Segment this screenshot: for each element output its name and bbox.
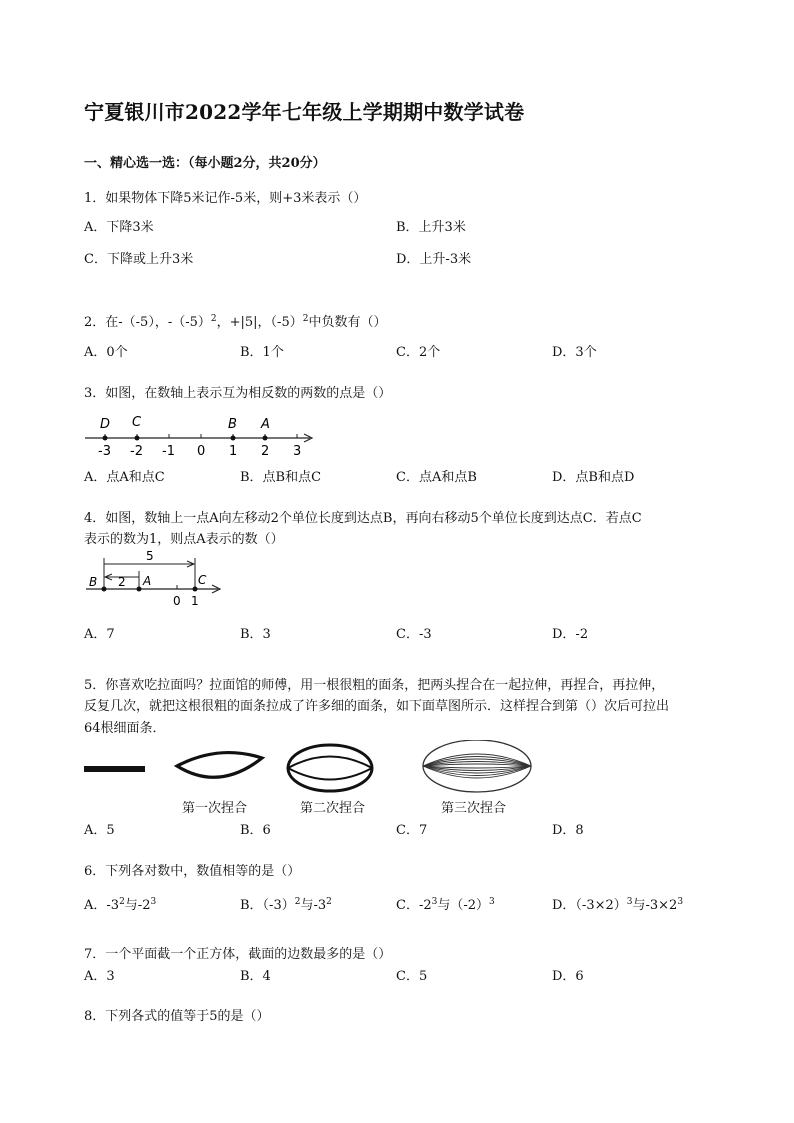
question-3-option-a: A．点A和点C [84,470,165,485]
caption-second-pinch: 第二次捏合 [300,801,366,816]
label-b: B [89,575,98,589]
question-5-option-a: A．5 [84,823,115,838]
noodle-figure [84,740,544,800]
question-7-option-a: A．3 [84,969,115,984]
question-1-option-d: D．上升-3米 [396,252,472,267]
first-pinch-shape [177,753,262,778]
question-3-option-d: D．点B和点D [552,470,635,485]
thick-noodle [84,766,145,772]
tick-label: -1 [162,444,175,459]
question-1-option-a: A．下降3米 [84,220,154,235]
question-5-stem-line1: 5．你喜欢吃拉面吗？拉面馆的师傅，用一根很粗的面条，把两头捏合在一起拉伸，再捏合，再拉伸， [84,678,665,693]
point-a [137,587,142,592]
caption-first-pinch: 第一次捏合 [182,801,248,816]
question-6-option-c: C．$-2^3$与$(-2)^3$ [396,897,495,913]
question-5-option-c: C．7 [396,823,428,838]
question-2-option-c: C．2个 [396,345,441,360]
third-pinch-shape [423,740,531,792]
question-7-option-d: D．6 [552,969,584,984]
question-5-option-b: B．6 [240,823,271,838]
tick-label: 3 [293,444,302,459]
section-heading: 一、精心选一选：（每小题2分，共20分） [84,156,326,171]
question-4-option-b: B．3 [240,627,271,642]
question-7-stem: 7．一个平面截一个正方体，截面的边数最多的是（） [84,947,392,962]
point-b [231,436,236,441]
question-1-option-c: C．下降或上升3米 [84,252,194,267]
question-1-stem: 1．如果物体下降5米记作-5米，则+3米表示（） [84,191,367,206]
label-a: A [261,417,270,432]
question-6-option-a: A．$-3^2$与$-2^3$ [84,897,157,913]
label-d: D [100,417,111,432]
question-5-stem-line3: 64根细面条． [84,721,166,736]
question-4-option-a: A．7 [84,627,115,642]
question-4-stem-line2: 表示的数为1，则点A表示的数（） [84,532,284,547]
label-c: C [132,415,142,430]
point-b [102,587,107,592]
second-pinch-shape [288,745,372,791]
question-3-option-b: B．点B和点C [240,470,322,485]
question-3-option-c: C．点A和点B [396,470,477,485]
question-3-number-line [82,410,322,462]
question-6-option-b: B．$(-3)^2$与$-3^2$ [240,897,332,913]
question-8-stem: 8．下列各式的值等于5的是（） [84,1009,270,1024]
question-5-option-d: D．8 [552,823,584,838]
tick-label: -2 [130,444,143,459]
question-7-option-b: B．4 [240,969,271,984]
question-4-number-line [82,548,232,610]
point-c [193,587,198,592]
tick-label: 2 [261,444,270,459]
question-2-option-b: B．1个 [240,345,284,360]
page-title: 宁夏银川市2022学年七年级上学期期中数学试卷 [84,100,525,124]
question-5-stem-line2: 反复几次，就把这根很粗的面条拉成了许多细的面条，如下面草图所示．这样捏合到第（）次后可拉出 [84,699,670,714]
question-2-option-d: D．3个 [552,345,597,360]
question-2-option-a: A．0个 [84,345,128,360]
length-2-label: 2 [118,575,126,589]
tick-label: 0 [173,594,181,608]
label-c: C [198,573,207,587]
caption-third-pinch: 第三次捏合 [441,801,507,816]
label-a: A [143,574,152,588]
question-4-stem-line1: 4．如图，数轴上一点A向左移动2个单位长度到达点B，再向右移动5个单位长度到达点C．若点C [84,511,642,526]
length-5-label: 5 [146,549,154,563]
tick-label: 0 [197,444,206,459]
tick-label: -3 [98,444,111,459]
question-4-option-c: C．-3 [396,627,432,642]
question-2-stem: 2．在-（-5），$-(-5)^2$，+|5|，$(-5)^2$中负数有（） [84,314,387,330]
question-7-option-c: C．5 [396,969,428,984]
question-6-option-d: D．$(-3\times 2)^3$与$-3\times 2^3$ [552,897,684,913]
point-d [103,436,108,441]
point-a [263,436,268,441]
question-4-option-d: D．-2 [552,627,589,642]
question-1-option-b: B．上升3米 [396,220,466,235]
question-3-stem: 3．如图，在数轴上表示互为相反数的两数的点是（） [84,386,392,401]
tick-label: 1 [229,444,238,459]
label-b: B [228,417,237,432]
tick-label: 1 [191,594,199,608]
point-c [135,436,140,441]
question-6-stem: 6．下列各对数中，数值相等的是（） [84,864,301,879]
